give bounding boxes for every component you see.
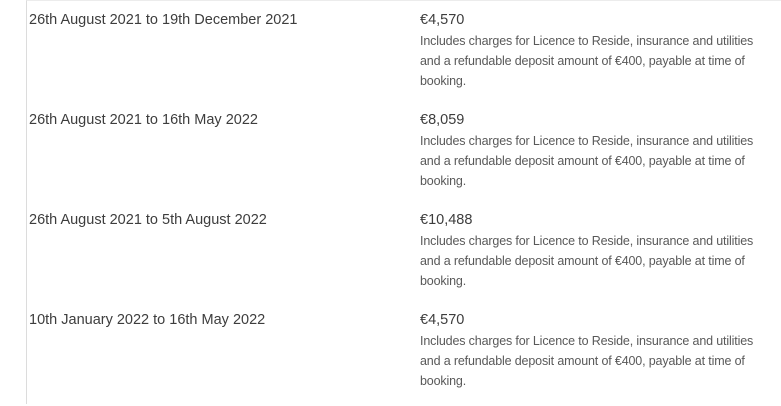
rate-description-line: Includes charges for Licence to Reside, insurance and utilities [420,334,754,348]
rate-description-line: and a refundable deposit amount of €400, payable at time of [420,54,745,68]
rate-description-line: booking. [420,274,467,288]
rate-row [27,201,781,301]
rate-row [27,101,781,201]
rate-description-line: booking. [420,374,467,388]
rate-description-line: booking. [420,74,467,88]
rate-description-line: booking. [420,174,467,188]
rate-row [27,301,781,401]
rate-description-line: Includes charges for Licence to Reside, insurance and utilities [420,34,754,48]
rate-price-cell [420,301,781,391]
rate-description-line: and a refundable deposit amount of €400, payable at time of [420,354,745,368]
rate-date-range: 26th August 2021 to 16th May 2022 [29,112,258,128]
rates-table [26,0,781,404]
rate-date-range: 10th January 2022 to 16th May 2022 [29,312,266,328]
rate-description-line: and a refundable deposit amount of €400, payable at time of [420,254,745,268]
rate-description [420,131,781,191]
rate-price: €10,488 [420,212,473,228]
rate-price-cell [420,101,781,191]
rate-date-range: 26th August 2021 to 19th December 2021 [29,12,298,28]
rate-description-line: Includes charges for Licence to Reside, insurance and utilities [420,134,754,148]
rate-description [420,231,781,291]
rate-description-line: and a refundable deposit amount of €400, payable at time of [420,154,745,168]
rate-price-cell [420,201,781,291]
rate-price-cell [420,1,781,91]
rate-description-line: Includes charges for Licence to Reside, insurance and utilities [420,234,754,248]
rate-price: €8,059 [420,112,465,128]
rate-description [420,31,781,91]
rate-price: €4,570 [420,12,465,28]
rate-date-range: 26th August 2021 to 5th August 2022 [29,212,267,228]
rate-price: €4,570 [420,312,465,328]
rate-row [27,1,781,101]
rate-description [420,331,781,391]
